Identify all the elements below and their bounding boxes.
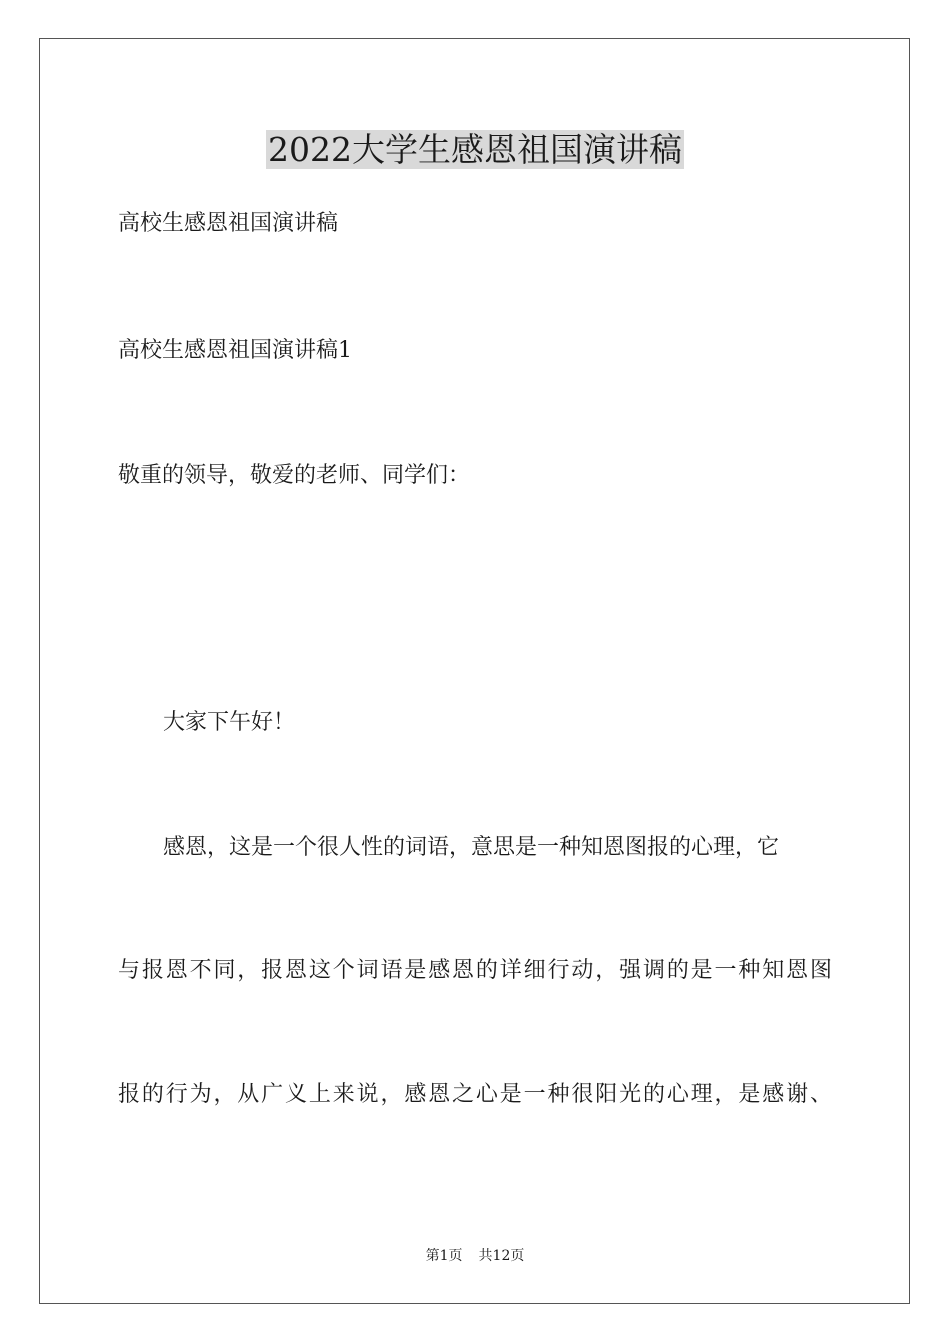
- subtitle-line: 高校生感恩祖国演讲稿: [118, 211, 339, 236]
- body-line-1: 感恩，这是一个很人性的词语，意思是一种知恩图报的心理，它: [163, 835, 780, 860]
- document-title-text: 2022大学生感恩祖国演讲稿: [268, 130, 682, 169]
- document-title: [0, 128, 950, 172]
- salutation-line: 敬重的领导，敬爱的老师、同学们：: [118, 463, 471, 488]
- body-line-2: 与报恩不同，报恩这个词语是感恩的详细行动，强调的是一种知恩图: [118, 958, 832, 983]
- greeting-line: 大家下午好！: [163, 710, 296, 735]
- body-line-3: 报的行为，从广义上来说，感恩之心是一种很阳光的心理，是感谢、: [118, 1082, 832, 1107]
- page-footer: [0, 1246, 950, 1266]
- page-total: 共12页: [478, 1248, 525, 1264]
- section-heading: 高校生感恩祖国演讲稿1: [118, 338, 352, 363]
- page-number: 第1页: [425, 1248, 463, 1264]
